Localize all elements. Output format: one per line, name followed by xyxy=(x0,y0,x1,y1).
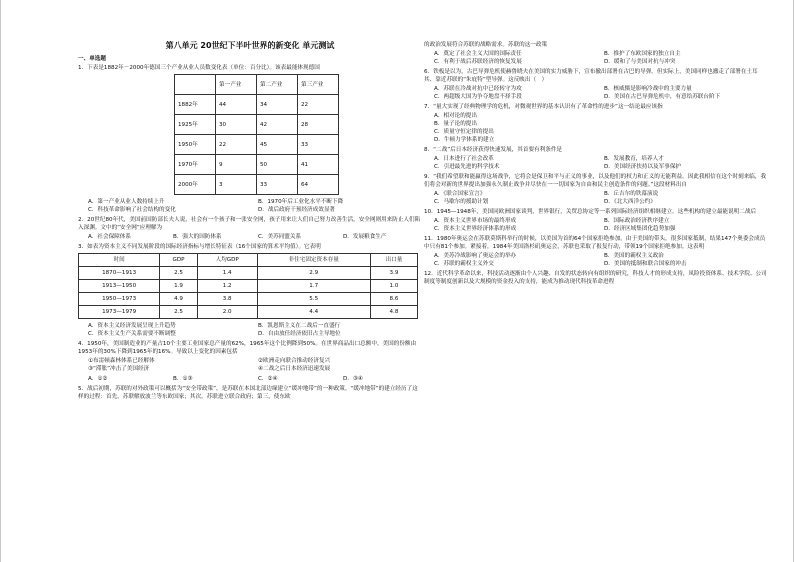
option-d[interactable]: D．战后政府干预经济成效显著 xyxy=(258,207,336,213)
option-d[interactable]: D．《北大西洋公约》 xyxy=(604,199,656,205)
option-b[interactable]: B．凯恩斯主义在二战后一直盛行 xyxy=(258,323,341,329)
table-cell: 2.5 xyxy=(160,267,198,280)
option-b[interactable]: B．推护了东欧国家的独立自主 xyxy=(604,51,681,57)
table-cell: 22 xyxy=(298,95,339,115)
table-cell: 1.4 xyxy=(197,267,257,280)
option-a[interactable]: A．社会保障体系 xyxy=(88,234,131,240)
table-row xyxy=(79,306,418,319)
table-cell: 8.6 xyxy=(370,293,417,306)
option-d[interactable]: D．缓和了与美国对抗与冲突 xyxy=(604,59,676,65)
table-header-row xyxy=(79,254,418,267)
table-cell: 30 xyxy=(216,115,257,135)
option-b[interactable]: B．丘吉尔的铁幕演说 xyxy=(604,191,659,197)
table-header-cell: GDP xyxy=(160,254,198,267)
option-d[interactable]: D．美国在古巴导弹危机中，有意给苏联台阶下 xyxy=(604,94,721,100)
question-4-options xyxy=(88,375,422,383)
option-c[interactable]: C．科技革命影响了社会结构的变化 xyxy=(88,207,176,213)
left-column xyxy=(78,40,422,401)
statement-item: ④二战之后日本经济迅速发展 xyxy=(258,366,331,372)
question-6-stem: 6．铁板是以为，古巴导弹危机使赫鲁晓夫在美国的实力威胁下，宣布撤出部署在古巴的导弹。但实际上，美国同样也撤走了部署在土耳其、靠近苏联的“朱庇特”型导弹。这反映出（ ） xyxy=(424,69,758,83)
table-cell: 1970年 xyxy=(175,155,216,175)
table-cell: 42 xyxy=(257,115,298,135)
statement-item: ①布雷顿森林体系已经解体 xyxy=(88,358,155,364)
option-c[interactable]: C．资本主义生产关系需要不断调整 xyxy=(88,331,176,337)
question-4-stem: 4．1950年，美国制造业的产量占10个主要工业国家总产量的62%，1965年这个比例降到50%。在世界商品出口总额中，美国的份额由1953年的30%下降到1965年的16%。导致以上变化的因素包括 xyxy=(78,341,417,355)
table-cell: 28 xyxy=(298,115,339,135)
option-c[interactable]: C．资本主义世界经济体系的形成 xyxy=(434,226,517,232)
question-6-options xyxy=(434,85,768,101)
table-cell: 22 xyxy=(216,135,257,155)
question-11-options xyxy=(434,252,768,268)
option-c[interactable]: C．美苏同盟关系 xyxy=(258,234,302,240)
option-a[interactable]: A．《联合国家宣言》 xyxy=(434,191,486,197)
table-cell: 44 xyxy=(216,95,257,115)
table-row xyxy=(175,175,339,195)
question-4-items xyxy=(88,357,422,373)
option-a[interactable]: A．日本进行了社会改革 xyxy=(434,156,494,162)
table-cell: 2.9 xyxy=(257,267,370,280)
option-a[interactable]: A．苏联在冷战对抗中已经转守为攻 xyxy=(434,86,522,92)
question-3-stem: 3．如表为资本主义不同发展阶段的国际经济指标与增长特征表（16个国家的算术平均值）。它表明 xyxy=(78,244,321,250)
economic-indicator-table xyxy=(78,253,418,319)
table-row xyxy=(175,115,339,135)
question-8-options xyxy=(434,155,768,171)
option-d[interactable]: D．美国经济扶持以及军事保护 xyxy=(604,164,682,170)
question-12-stem: 12．近代科学革命以来，科技活动逐渐由个人兴趣、自发的状态转向有组织的研究，科技人才的形成支持，凤险投资体系、技术学院、公司制度等制度创新以及大规模的资金投入的支持，能成为推动现代科技革命进程 xyxy=(424,271,767,285)
question-3-options xyxy=(88,322,422,338)
table-header-cell: 第二产业 xyxy=(257,75,298,95)
option-a[interactable]: A．资本主义经济发展呈现上升趋势 xyxy=(88,323,176,329)
option-d[interactable]: D．经济区域集团化趋势加强 xyxy=(604,226,676,232)
option-b[interactable]: B．量子论的提出 xyxy=(434,121,477,127)
table-cell: 1.2 xyxy=(197,280,257,293)
table-row xyxy=(79,280,418,293)
table-row xyxy=(79,267,418,280)
option-b[interactable]: B．美国的霸权主义政治 xyxy=(604,253,664,259)
table-cell: 64 xyxy=(298,175,339,195)
question-7-options xyxy=(434,112,768,144)
table-header-cell: 第三产业 xyxy=(298,75,339,95)
table-row xyxy=(79,293,418,306)
table-header-cell: 第一产业 xyxy=(216,75,257,95)
table-row xyxy=(175,135,339,155)
option-d[interactable]: D．发展粮食生产 xyxy=(343,234,387,240)
option-a[interactable]: A．①② xyxy=(88,376,108,382)
table-cell: 45 xyxy=(257,135,298,155)
option-b[interactable]: B．核威慑是影响冷战中的主要力量 xyxy=(604,86,692,92)
option-b[interactable]: B．1970年后工业化水平不断下降 xyxy=(258,199,344,205)
option-c[interactable]: C．有利于战后苏联经济的恢复发展 xyxy=(434,59,522,65)
table-cell: 41 xyxy=(298,155,339,175)
option-c[interactable]: C．苏联的霸权主义外交 xyxy=(434,261,494,267)
table-cell: 1870—1913 xyxy=(79,267,160,280)
option-c[interactable]: C．两超级大国为争夺地盘不择手段 xyxy=(434,94,522,100)
table-cell: 33 xyxy=(257,175,298,195)
table-cell: 4.4 xyxy=(257,306,370,319)
option-a[interactable]: A．相对论的提出 xyxy=(434,113,477,119)
table-cell: 4.8 xyxy=(370,306,417,319)
option-d[interactable]: D．牛顿力学体系的建立 xyxy=(434,137,495,143)
option-a[interactable]: A．第一产业从业人数持续上升 xyxy=(88,199,165,205)
right-column xyxy=(424,40,768,286)
table-row xyxy=(175,155,339,175)
table-cell: 9 xyxy=(216,155,257,175)
question-8-stem: 8．“二战”后日本经济获得快速发展，其首要有利条件是 xyxy=(424,147,563,153)
table-header-row xyxy=(175,75,339,95)
table-cell: 2.5 xyxy=(160,306,198,319)
table-cell: 3.8 xyxy=(197,293,257,306)
table-cell: 50 xyxy=(257,155,298,175)
question-5-continued: 的政治发展符合苏联的战略需求。苏联的这一政策 xyxy=(424,42,548,48)
option-c[interactable]: C．质量守恒定律的提出 xyxy=(434,129,494,135)
option-a[interactable]: A．美苏冷战影响了奥运会的举办 xyxy=(434,253,517,259)
table-cell: 33 xyxy=(298,135,339,155)
question-5-options xyxy=(434,50,768,66)
table-cell: 1882年 xyxy=(175,95,216,115)
table-cell: 34 xyxy=(257,95,298,115)
table-row xyxy=(175,95,339,115)
table-header-cell: 时间 xyxy=(79,254,160,267)
question-11-stem: 11．1980年奥运会在苏联莫斯科举行的时候，以美国为首的64个国家拒绝参加。由于美国的带头，很多国家抵制，结果147个奥委会成员中只有81个参加。紧接着，1984年美国洛杉矶奥运会，苏联也采取了报复行动，带领19个国家拒绝参加。这表明 xyxy=(424,236,766,250)
table-cell: 2000年 xyxy=(175,175,216,195)
option-d[interactable]: D．③④ xyxy=(343,376,363,382)
table-cell: 1925年 xyxy=(175,115,216,135)
table-cell: 1950年 xyxy=(175,135,216,155)
question-7-stem: 7．“量大实现了经典物理学的危机，对微观世界的基本认识有了革命性的进步”这一结论最应该指 xyxy=(424,104,663,110)
option-c[interactable]: C．马歇尔的援助计划 xyxy=(434,199,489,205)
table-cell: 3.9 xyxy=(370,267,417,280)
page-left-edge xyxy=(0,0,1,562)
table-cell: 3 xyxy=(216,175,257,195)
option-c[interactable]: C．②④ xyxy=(258,376,278,382)
table-cell: 1.0 xyxy=(370,280,417,293)
table-cell: 1913—1950 xyxy=(79,280,160,293)
table-header-cell: 人均GDP xyxy=(197,254,257,267)
question-10-stem: 10．1945—1948年，美国同欧洲国家谈判，世界银行，关贸总协定等一系列国际经济组织相继建立。这些机构的建立最能说明二战后 xyxy=(424,209,757,215)
question-9-options xyxy=(434,190,768,206)
question-10-options xyxy=(434,217,768,233)
table-cell: 4.9 xyxy=(160,293,198,306)
question-2-stem: 2．20世纪80年代，美国前国防部长夫人说，社会有一个孩子和一张安全网，孩子用来让人们自己努力改善生活，安全网则用来防止人们陷入深渊。文中的“安全网”应理解为 xyxy=(78,217,421,231)
question-5-stem: 5．战后初期，苏联的对外政策可以概括为“安全带政策”，是苏联在本国北部边缘建立“缓冲地带”的一种政策。“缓冲地带”的建立经历了这样的过程：首先，苏联解放波兰等东欧国家；其次，苏联进立联合政府；第三，使东欧 xyxy=(78,386,418,400)
statement-item: ③“滞胀”冲击了美国经济 xyxy=(88,366,150,372)
table-header-cell xyxy=(175,75,216,95)
page-title: 第八单元 20世纪下半叶世界的新变化 单元测试 xyxy=(165,41,335,50)
option-a[interactable]: A．资本主义世界市场的最终形成 xyxy=(434,218,517,224)
table-cell: 2.0 xyxy=(197,306,257,319)
table-cell: 1.9 xyxy=(160,280,198,293)
option-b[interactable]: B．强大的国防体系 xyxy=(173,234,222,240)
question-1-options xyxy=(88,198,422,214)
option-c[interactable]: C．引进最先进的科学技术 xyxy=(434,164,500,170)
option-d[interactable]: D．自由放任经济依旧占主导地位 xyxy=(258,331,341,337)
option-b[interactable]: B．①③ xyxy=(173,376,193,382)
statement-item: ②欧洲走向联合推动经济复兴 xyxy=(258,358,331,364)
option-a[interactable]: A．奠定了社会主义大国的国际责任 xyxy=(434,51,522,57)
option-d[interactable]: D．美国的抵制和联合国家的冲击 xyxy=(604,261,687,267)
table-cell: 1950—1973 xyxy=(79,293,160,306)
employment-table xyxy=(174,74,339,195)
table-cell: 1973—1979 xyxy=(79,306,160,319)
question-1-stem: 1．下表是1882年－2000年德国三个产业从业人员数变化表（单位：百分比）。该表最能体现德国 xyxy=(78,65,320,71)
table-cell: 1.7 xyxy=(257,280,370,293)
question-2-options xyxy=(88,233,422,241)
table-cell: 5.5 xyxy=(257,293,370,306)
question-9-stem: 9．“我们希望联和能赢得这场战争，它将会是保卫和平与正义的事业，以及他们的权力和正义的无能利益。因此我相信在这个时刻来临，我们将会对新的世界提出加强永久制止战争并尽快在一一切国家为自由和民主创造条件的问题。”这段材料出自 xyxy=(424,174,767,188)
section-heading: 一、单选题 xyxy=(78,56,106,62)
option-b[interactable]: B．发展教育，培养人才 xyxy=(604,156,664,162)
option-b[interactable]: B．国际政治经济秩序建立 xyxy=(604,218,670,224)
table-header-cell: 出口量 xyxy=(370,254,417,267)
table-header-cell: 非住宅固定资本存量 xyxy=(257,254,370,267)
